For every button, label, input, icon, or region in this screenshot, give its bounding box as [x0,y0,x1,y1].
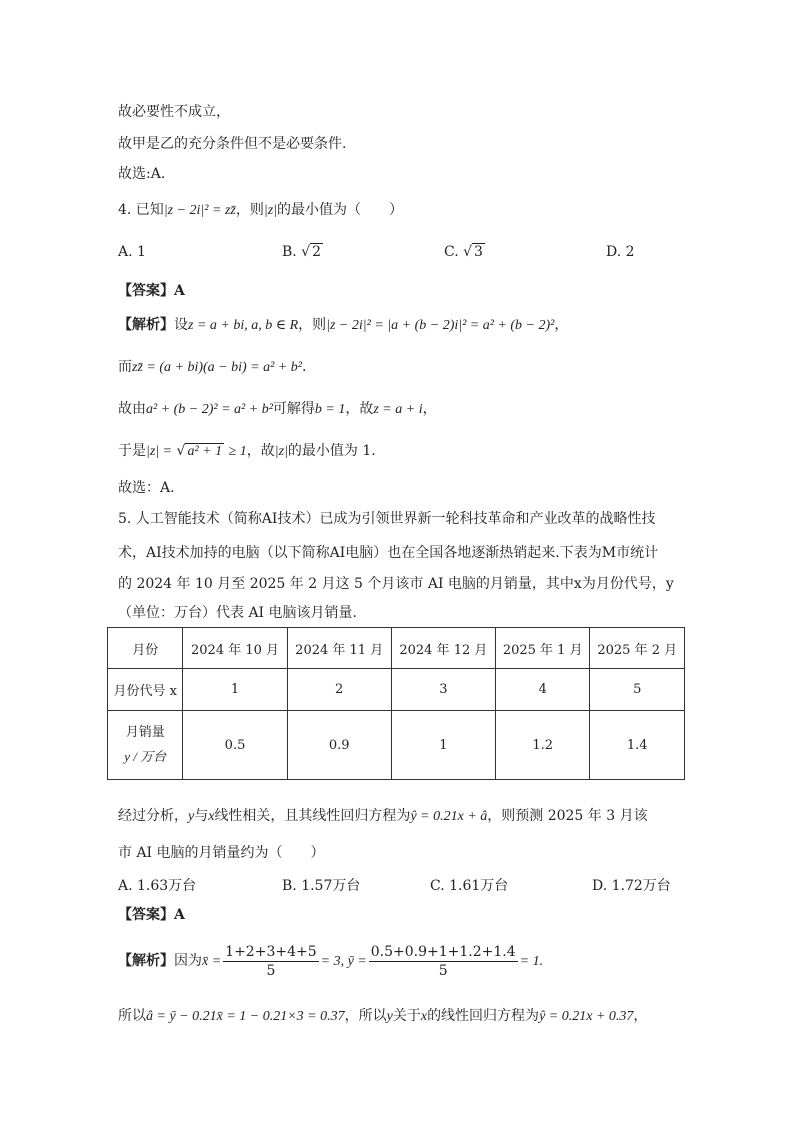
analysis-line: 于是|z| = √ a² + 1 ≥ 1，故|z|的最小值为 1. [118,443,376,459]
text: 可解得 [272,401,315,417]
text-line: 故必要性不成立， [118,104,230,120]
analysis-line [118,399,437,420]
text-line: 故选:A. [118,166,166,182]
sales-table [107,627,685,780]
text: 的线性回归方程为 [427,1008,540,1024]
fraction [369,943,518,980]
math-expr: z = a + bi, a, b ∈ R [188,318,299,333]
table-cell: 2024 年 10 月 [183,628,287,669]
option-c-label: C. [444,244,459,260]
math-expr: |z − 2i|² = |a + (b − 2)i|² = a² + (b − 2)² [326,318,555,333]
option-b: B. 1.57万台 [282,878,361,894]
text: 的最小值为（ ） [277,202,403,218]
math-expr: zz̄ = (a + bi)(a − bi) = a² + b² [132,360,302,375]
table-cell: 2024 年 11 月 [287,628,391,669]
cell-label-bottom: y / 万台 [124,749,167,764]
text: 关于 [392,1008,421,1024]
question-5-analysis-stem [118,806,648,827]
table-cell: 3 [391,669,495,711]
table-cell: 1 [391,711,495,780]
math-expr: |z| [274,444,288,459]
table-row [108,711,685,780]
math-expr: a² + (b − 2)² = a² + b² [146,402,273,417]
text: ， [633,1008,648,1024]
math-expr: = 1. [519,954,544,969]
sqrt-value: 2 [312,244,322,260]
text: 于是 [118,443,146,459]
analysis-label: 【解析】 [118,317,174,333]
table-cell: 2024 年 12 月 [391,628,495,669]
table-cell: 1.2 [495,711,590,780]
text: . [301,359,307,375]
denominator: 5 [438,962,448,979]
table-cell: 4 [495,669,590,711]
math-expr: b = 1 [314,402,346,417]
answer-label: 【答案】A [118,907,185,923]
math-expr: ŷ = 0.21x + 0.37 [539,1009,634,1024]
option-a: A. 1 [118,244,146,260]
text-line: 故选：A. [118,480,175,496]
text: ，故 [246,443,275,459]
option-b-label: B. [282,244,297,260]
text: 所以 [118,1008,146,1024]
table-cell: 2025 年 2 月 [590,628,685,669]
table-row [108,669,685,711]
table-cell: 1 [183,669,287,711]
text: 而 [118,359,132,375]
text: 故由 [118,401,146,417]
text: ， [422,401,437,417]
table-cell: 0.5 [183,711,287,780]
text: ，所以 [344,1008,387,1024]
math-expr: x̄ = [202,954,222,969]
math-expr: z = a + i [373,402,423,417]
option-d: D. 2 [606,244,635,260]
text: 与 [194,808,209,824]
math-expr: |z| = [146,444,173,459]
question-5-stem: 的 2024 年 10 月至 2025 年 2 月这 5 个月该市 AI 电脑的月销量，其中x为月份代号，y [118,576,674,592]
option-c: C. 1.61万台 [430,878,509,894]
option-d: D. 1.72万台 [592,878,671,894]
text-line: 故甲是乙的充分条件但不是必要条件. [118,136,347,152]
analysis-line [118,1006,647,1027]
option-c: C. √ 3 [444,244,483,260]
text: 的最小值为 1. [287,443,376,459]
math-expr: x [420,1009,428,1024]
math-expr: |z| [263,203,277,218]
text: 因为 [174,953,202,969]
text: 经过分析， [118,808,188,824]
sqrt-value: 3 [474,244,483,260]
math-expr: ≥ 1 [228,444,247,459]
question-5-stem: 5. 人工智能技术（简称AI技术）已成为引领世界新一轮科技革命和产业改革的战略性技 [118,511,656,527]
question-5-stem: 术，AI技术加持的电脑（以下简称AI电脑）也在全国各地逐渐热销起来.下表为M市统计 [118,545,659,561]
numerator: 1+2+3+4+5 [225,943,317,960]
text: 线性相关，且其线性回归方程为 [214,808,411,824]
analysis-line [118,315,568,336]
fraction [223,943,318,980]
math-expr: = 3, ȳ = [320,954,367,969]
table-cell: 2 [287,669,391,711]
math-expr: ŷ = 0.21x + â [410,809,488,824]
text: ，则 [235,202,264,218]
answer-label: 【答案】A [118,283,185,299]
text: 设 [174,317,188,333]
option-b: B. √ 2 [282,244,322,260]
question-4-stem [118,200,403,221]
math-expr: y [188,809,195,824]
table-cell: 月份代号 x [108,669,183,711]
table-cell: 1.4 [590,711,685,780]
text: ， [554,317,569,333]
math-expr: y [386,1009,393,1024]
table-cell: 2025 年 1 月 [495,628,590,669]
table-cell: 5 [590,669,685,711]
option-a: A. 1.63万台 [118,878,197,894]
cell-label-top: 月销量 [125,725,165,740]
numerator: 0.5+0.9+1+1.2+1.4 [370,943,516,960]
table-cell: 月份 [108,628,183,669]
math-expr: |z − 2i|² = zz̄ [163,203,236,218]
table-cell: 0.9 [287,711,391,780]
text: ，故 [345,401,374,417]
table-cell [108,711,183,780]
analysis-line [118,941,543,982]
text: ，则 [298,317,327,333]
table-row [108,628,685,669]
question-number: 4. 已知 [118,202,164,218]
denominator: 5 [266,962,276,979]
question-5-stem: （单位：万台）代表 AI 电脑该月销量. [118,605,357,621]
analysis-label: 【解析】 [118,953,174,969]
math-expr: x [208,809,215,824]
math-expr: â = ȳ − 0.21x̄ = 1 − 0.21×3 = 0.37 [146,1009,345,1024]
sqrt-expr: a² + 1 [187,444,223,459]
analysis-line [118,357,306,378]
text: ，则预测 2025 年 3 月该 [487,808,648,824]
text-line: 市 AI 电脑的月销量约为（ ） [118,845,325,861]
